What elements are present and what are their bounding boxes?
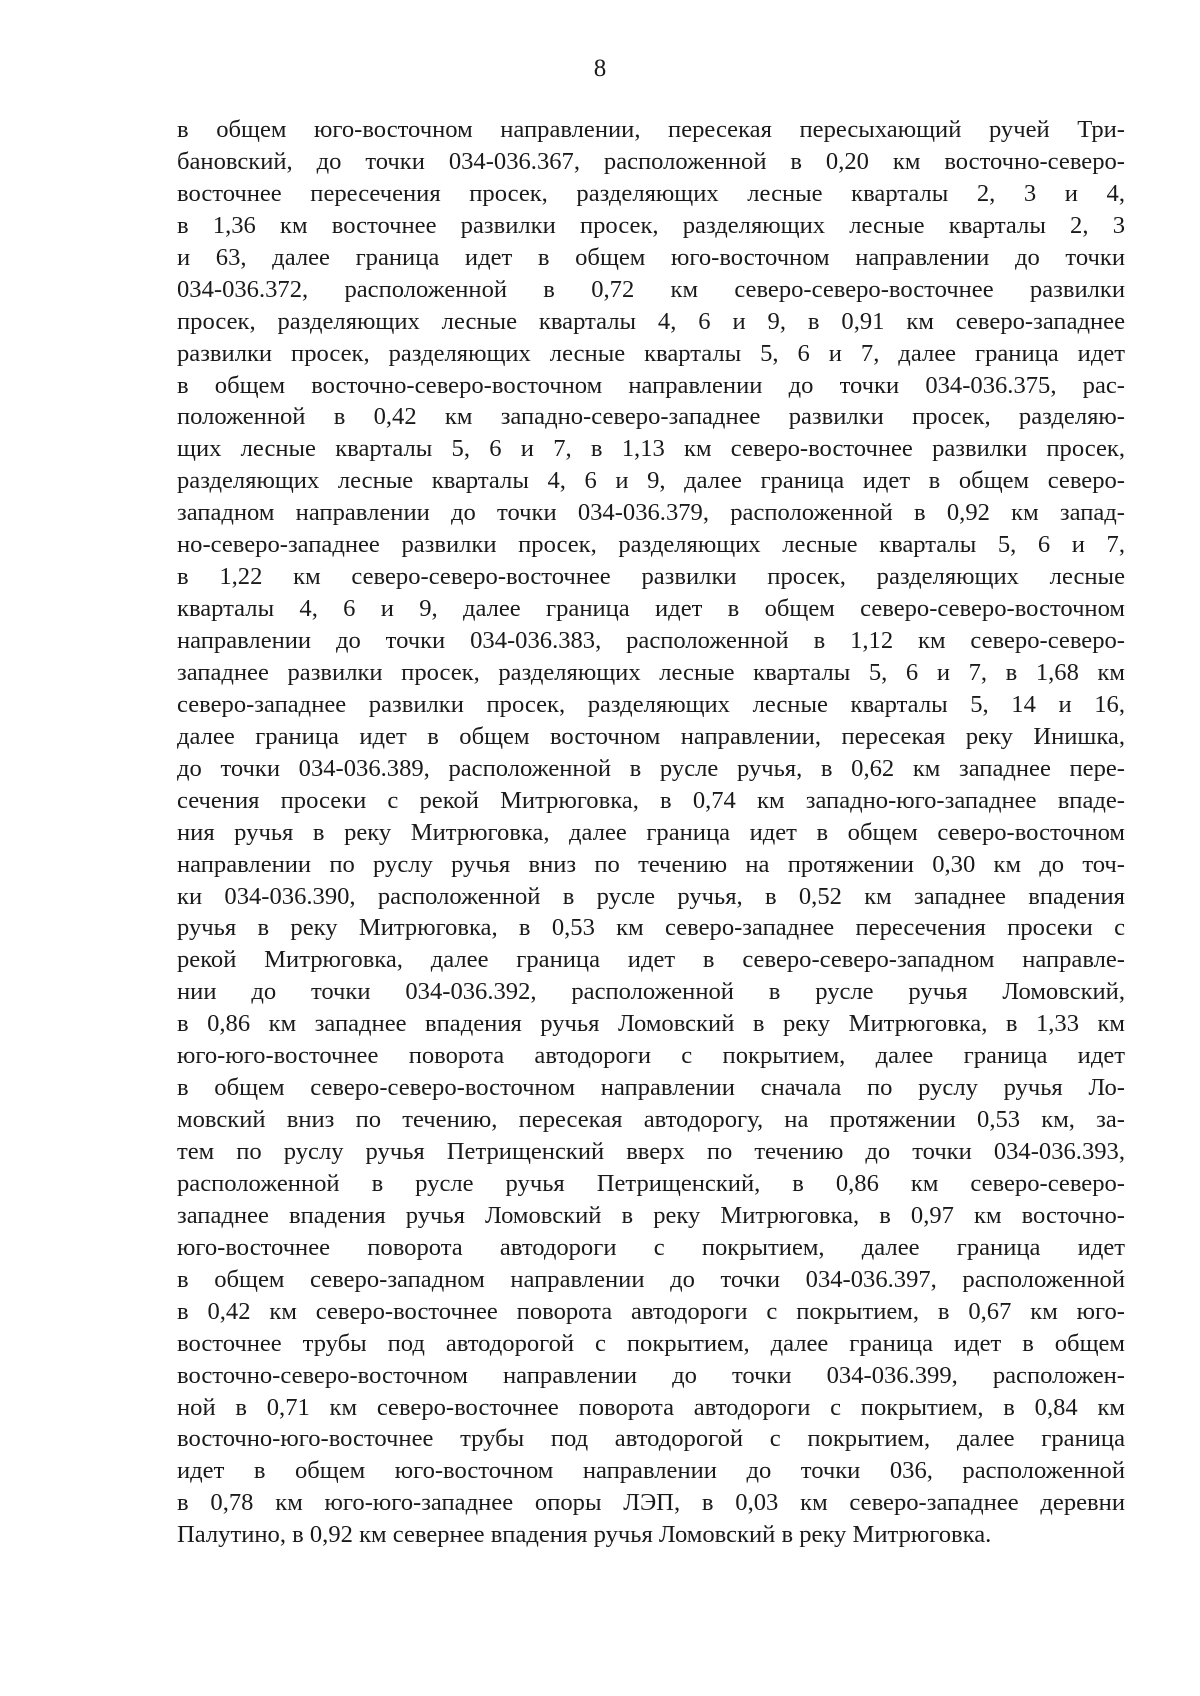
text-line: нии до точки 034-036.392, расположенной в русле ручья Ломовский, — [177, 978, 1125, 1006]
text-line: восточнее пересечения просек, разделяющих лесные кварталы 2, 3 и 4, — [177, 179, 1125, 207]
text-line: западнее развилки просек, разделяющих лесные кварталы 5, 6 и 7, в 1,68 км — [177, 658, 1125, 686]
text-line: бановский, до точки 034-036.367, расположенной в 0,20 км восточно-северо- — [177, 147, 1125, 175]
text-line: в общем северо-северо-восточном направлении сначала по руслу ручья Ло- — [177, 1074, 1125, 1102]
text-line: в 0,42 км северо-восточнее поворота автодороги с покрытием, в 0,67 км юго- — [177, 1297, 1125, 1325]
text-line: ки 034-036.390, расположенной в русле ручья, в 0,52 км западнее впадения — [177, 882, 1125, 910]
text-line: юго-юго-восточнее поворота автодороги с покрытием, далее граница идет — [177, 1042, 1125, 1070]
text-line: но-северо-западнее развилки просек, разделяющих лесные кварталы 5, 6 и 7, — [177, 531, 1125, 559]
text-line: и 63, далее граница идет в общем юго-восточном направлении до точки — [177, 243, 1125, 271]
text-line: в 0,78 км юго-юго-западнее опоры ЛЭП, в 0,03 км северо-западнее деревни — [177, 1489, 1125, 1517]
text-line: в общем юго-восточном направлении, пересекая пересыхающий ручей Три- — [177, 116, 1125, 143]
text-line: в общем северо-западном направлении до точки 034-036.397, расположенной — [177, 1265, 1125, 1293]
body-text — [177, 114, 1125, 1551]
text-line: в общем восточно-северо-восточном направлении до точки 034-036.375, рас- — [177, 371, 1125, 399]
text-line: щих лесные кварталы 5, 6 и 7, в 1,13 км северо-восточнее развилки просек, — [177, 435, 1125, 463]
text-line: направлении до точки 034-036.383, расположенной в 1,12 км северо-северо- — [177, 627, 1125, 654]
text-line: в 1,36 км восточнее развилки просек, разделяющих лесные кварталы 2, 3 — [177, 211, 1125, 239]
page-number: 8 — [593, 55, 607, 82]
text-line: кварталы 4, 6 и 9, далее граница идет в общем северо-северо-восточном — [177, 595, 1125, 623]
text-line: тем по руслу ручья Петрищенский вверх по течению до точки 034-036.393, — [177, 1138, 1125, 1165]
text-line: западном направлении до точки 034-036.379, расположенной в 0,92 км запад- — [177, 499, 1125, 527]
text-line: просек, разделяющих лесные кварталы 4, 6 и 9, в 0,91 км северо-западнее — [177, 307, 1125, 335]
text-line: ния ручья в реку Митрюговка, далее граница идет в общем северо-восточном — [177, 818, 1125, 846]
text-line: мовский вниз по течению, пересекая автодорогу, на протяжении 0,53 км, за- — [177, 1106, 1125, 1134]
text-line: расположенной в русле ручья Петрищенский, в 0,86 км северо-северо- — [177, 1169, 1125, 1197]
text-line: Палутино, в 0,92 км севернее впадения ручья Ломовский в реку Митрюговка. — [177, 1521, 992, 1549]
text-line: далее граница идет в общем восточном направлении, пересекая реку Инишка, — [177, 722, 1125, 750]
text-line: направлении по руслу ручья вниз по течению на протяжении 0,30 км до точ- — [177, 850, 1125, 878]
text-line: развилки просек, разделяющих лесные кварталы 5, 6 и 7, далее граница идет — [177, 339, 1125, 367]
text-line: юго-восточнее поворота автодороги с покрытием, далее граница идет — [177, 1233, 1125, 1261]
text-line: разделяющих лесные кварталы 4, 6 и 9, далее граница идет в общем северо- — [177, 467, 1125, 495]
text-line: рекой Митрюговка, далее граница идет в северо-северо-западном направле- — [177, 946, 1125, 974]
text-line: ной в 0,71 км северо-восточнее поворота автодороги с покрытием, в 0,84 км — [177, 1393, 1125, 1421]
text-line: до точки 034-036.389, расположенной в русле ручья, в 0,62 км западнее пере- — [177, 754, 1125, 782]
text-line: в 0,86 км западнее впадения ручья Ломовский в реку Митрюговка, в 1,33 км — [177, 1010, 1125, 1038]
text-line: в 1,22 км северо-северо-восточнее развилки просек, разделяющих лесные — [177, 563, 1125, 591]
text-line: восточнее трубы под автодорогой с покрытием, далее граница идет в общем — [177, 1329, 1125, 1357]
text-line: положенной в 0,42 км западно-северо-западнее развилки просек, разделяю- — [177, 403, 1125, 431]
text-line: 034-036.372, расположенной в 0,72 км северо-северо-восточнее развилки — [177, 275, 1125, 303]
text-line: ручья в реку Митрюговка, в 0,53 км северо-западнее пересечения просеки с — [177, 914, 1125, 942]
text-line: восточно-северо-восточном направлении до точки 034-036.399, расположен- — [177, 1361, 1125, 1389]
text-line: западнее впадения ручья Ломовский в реку Митрюговка, в 0,97 км восточно- — [177, 1201, 1125, 1229]
text-line: идет в общем юго-восточном направлении до точки 036, расположенной — [177, 1457, 1125, 1485]
text-line: северо-западнее развилки просек, разделяющих лесные кварталы 5, 14 и 16, — [177, 690, 1125, 718]
text-line: восточно-юго-восточнее трубы под автодорогой с покрытием, далее граница — [177, 1425, 1125, 1453]
text-line: сечения просеки с рекой Митрюговка, в 0,74 км западно-юго-западнее впаде- — [177, 786, 1125, 814]
